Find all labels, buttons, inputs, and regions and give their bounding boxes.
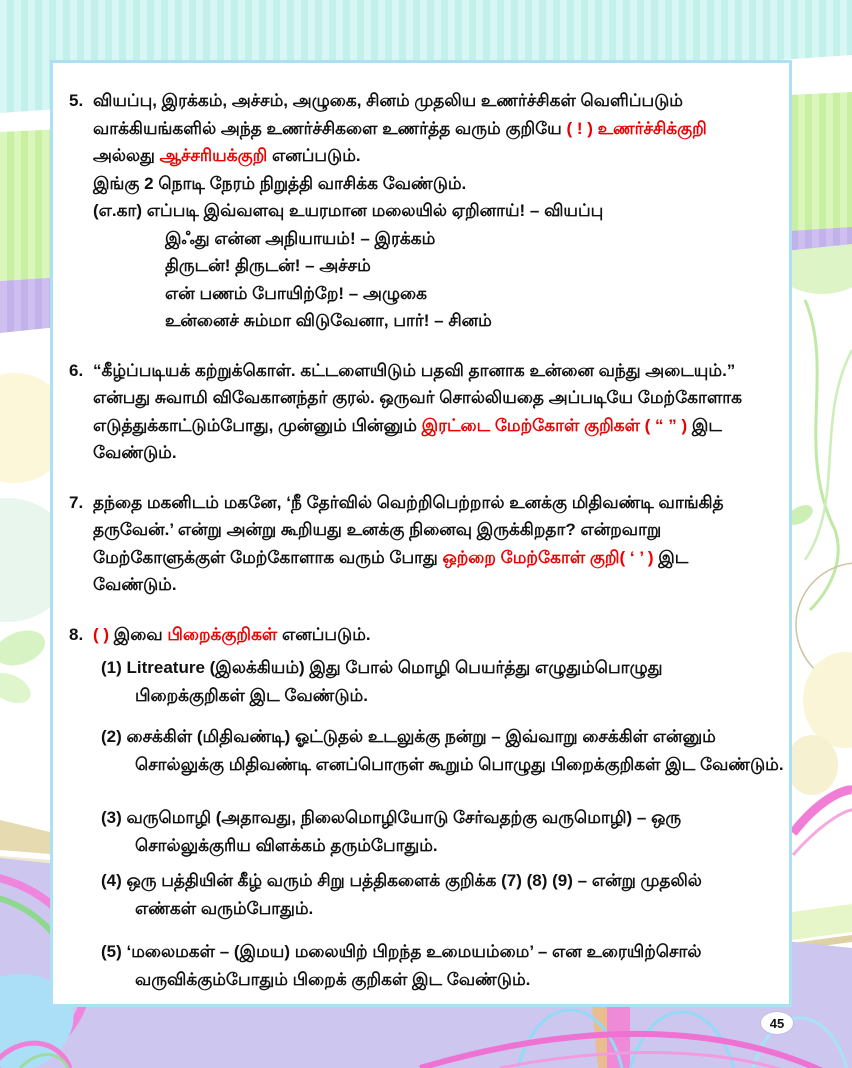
item-number: 7. [69, 492, 84, 512]
text-segment: எனப்படும். [277, 624, 371, 644]
text-segment: வியப்பு, இரக்கம், அச்சம், அழுகை, சினம் முதலிய உணர்ச்சிகள் வெளிப்படும் [93, 91, 683, 110]
text-segment: இட [687, 415, 722, 435]
text-segment: வேண்டும். [93, 575, 177, 594]
text-line [93, 516, 771, 544]
text-segment: என்பது சுவாமி விவேகானந்தர் குரல். ஒருவர் சொல்லியதை அப்படியே மேற்கோளாக [93, 388, 743, 407]
text-line [93, 357, 771, 385]
list-item-8 [69, 621, 784, 994]
text-segment: திருடன்! திருடன்! – அச்சம் [165, 256, 371, 275]
text-line [93, 621, 771, 649]
text-line [93, 170, 771, 198]
text-line [93, 87, 771, 115]
text-line [101, 938, 771, 966]
text-segment: (5) ‘மலைமகள் – (இமய) மலையிற் பிறந்த உமையம்மை’ – என உரையிற்சொல் [101, 942, 702, 961]
text-segment: வருவிக்கும்போதும் பிறைக் குறிகள் இட வேண்டும். [135, 969, 531, 989]
item-number: 8. [69, 624, 84, 644]
text-segment: (1) Litreature (இலக்கியம்) இது போல் மொழி பெயர்த்து எழுதும்பொழுது [101, 658, 663, 677]
text-segment: சொல்லுக்கு மிதிவண்டி எனப்பொருள் கூறும் பொழுது பிறைக்குறிகள் இட வேண்டும். [135, 754, 784, 774]
text-line [101, 723, 771, 751]
item-body [93, 87, 771, 335]
item-body [93, 357, 771, 467]
text-segment: பிறைக்குறிகள் [167, 624, 278, 644]
text-segment: “கீழ்ப்படியக் கற்றுக்கொள். கட்டளையிடும் பதவி தானாக உன்னை வந்து அடையும்.” [93, 360, 736, 380]
text-segment: வாக்கியங்களில் அந்த உணர்ச்சிகளை உணர்த்த வரும் குறியே [93, 118, 567, 138]
text-line [135, 832, 771, 860]
list-item-7 [69, 489, 771, 599]
text-segment: (2) சைக்கிள் (மிதிவண்டி) ஓட்டுதல் உடலுக்கு நன்று – இவ்வாறு சைக்கிள் என்னும் [101, 727, 716, 746]
text-segment: சொல்லுக்குரிய விளக்கம் தரும்போதும். [135, 835, 438, 855]
item-body [93, 489, 771, 599]
text-line [93, 544, 771, 572]
text-segment: தந்தை மகனிடம் மகனே, ‘நீ தேர்வில் வெற்றிபெற்றால் உனக்கு மிதிவண்டி வாங்கித் [93, 492, 724, 512]
text-segment: எண்கள் வரும்போதும். [135, 898, 314, 918]
text-segment: மேற்கோளுக்குள் மேற்கோளாக வரும் போது [93, 547, 443, 567]
text-segment: இஃது என்ன அநியாயம்! – இரக்கம் [165, 228, 436, 248]
text-line [93, 197, 771, 225]
text-line [93, 384, 771, 412]
items-container [69, 87, 784, 993]
text-segment: எனப்படும். [267, 146, 361, 165]
text-segment: இரட்டை மேற்கோள் குறிகள் ( “ ” ) [421, 415, 688, 435]
text-segment: ஒற்றை மேற்கோள் குறி( ‘ ’ ) [442, 547, 654, 567]
text-segment: (4) ஒரு பத்தியின் கீழ் வரும் சிறு பத்திகளைக் குறிக்க (7) (8) (9) – என்று முதலில் [101, 871, 702, 890]
text-line [135, 966, 771, 994]
text-segment: ( ) [93, 624, 110, 644]
text-segment: இவை [109, 624, 168, 644]
text-line [135, 895, 771, 923]
text-segment: என் பணம் போயிற்றே! – அழுகை [165, 283, 427, 303]
text-line [165, 307, 771, 335]
text-segment: இட [653, 547, 689, 567]
text-line [101, 867, 771, 895]
content-card [50, 60, 792, 1007]
text-line [165, 252, 771, 280]
text-segment: ( ! ) உணர்ச்சிக்குறி [566, 118, 707, 138]
text-line [165, 280, 771, 308]
text-segment: உன்னைச் சும்மா விடுவேனா, பார்! – சினம் [165, 311, 492, 330]
text-line [93, 115, 771, 143]
item-body [93, 621, 784, 994]
text-line [93, 439, 771, 467]
text-line [93, 412, 771, 440]
text-segment: அல்லது [93, 146, 160, 165]
text-segment: இங்கு 2 நொடி நேரம் நிறுத்தி வாசிக்க வேண்டும். [93, 173, 467, 193]
text-segment: (எ.கா) எப்படி இவ்வளவு உயரமான மலையில் ஏறினாய்! – வியப்பு [93, 201, 604, 220]
page-number-badge [761, 1012, 793, 1034]
text-segment: தருவேன்.’ என்று அன்று கூறியது உனக்கு நினைவு இருக்கிறதா? என்றவாறு [93, 520, 662, 539]
text-line [93, 489, 771, 517]
text-segment: வேண்டும். [93, 443, 177, 462]
item-number: 5. [69, 91, 84, 110]
item-number: 6. [69, 360, 84, 380]
text-line [101, 804, 771, 832]
text-segment: ஆச்சரியக்குறி [159, 146, 268, 165]
text-line [165, 225, 771, 253]
text-line [101, 654, 771, 682]
text-segment: எடுத்துக்காட்டும்போது, முன்னும் பின்னும் [93, 415, 422, 435]
text-line [135, 751, 784, 779]
text-line [93, 142, 771, 170]
text-segment: (3) வருமொழி (அதாவது, நிலைமொழியோடு சேர்வதற்கு வருமொழி) – ஒரு [101, 808, 682, 827]
list-item-6 [69, 357, 771, 467]
text-line [93, 571, 771, 599]
text-line [135, 682, 771, 710]
list-item-5 [69, 87, 771, 335]
text-segment: பிறைக்குறிகள் இட வேண்டும். [135, 685, 368, 705]
page-number: 45 [769, 1015, 785, 1031]
